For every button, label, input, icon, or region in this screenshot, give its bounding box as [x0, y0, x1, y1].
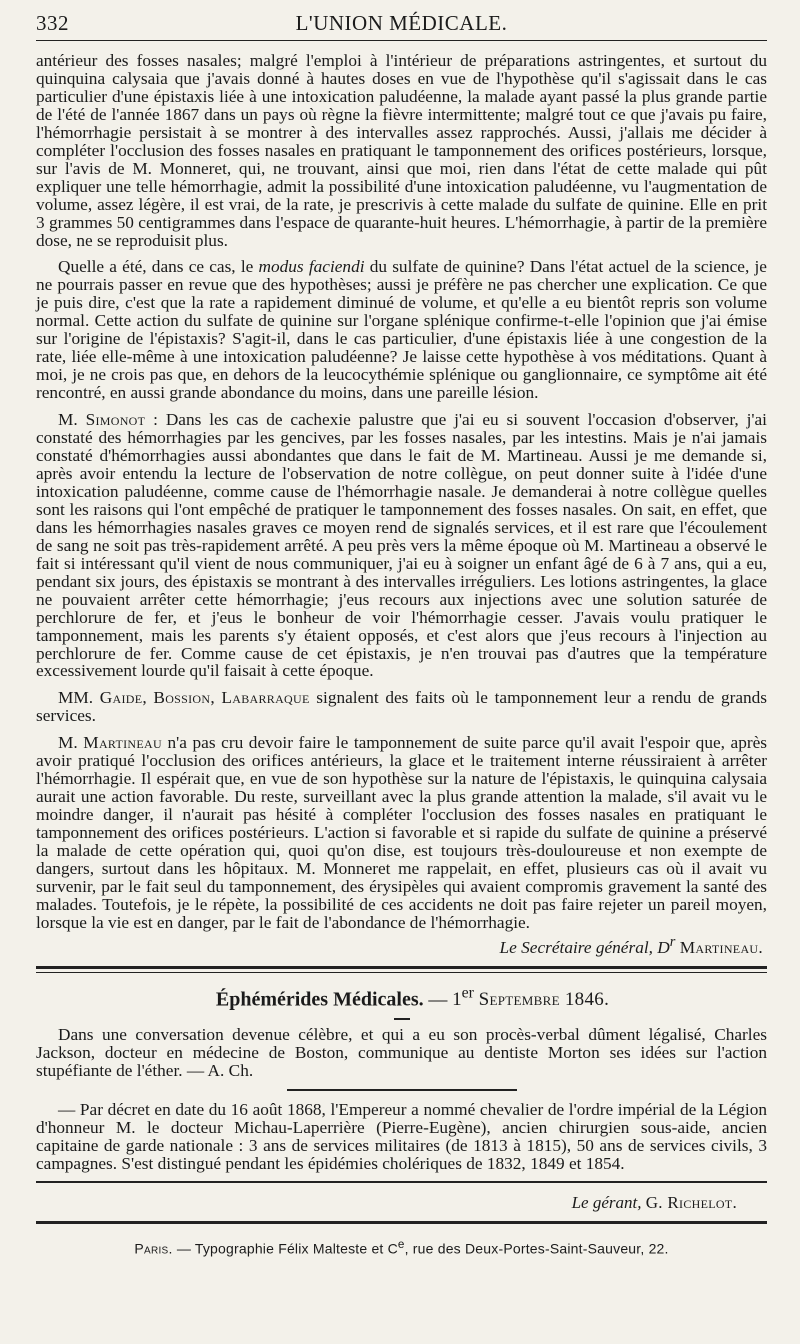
gerant-label: Le gérant,	[571, 1193, 642, 1213]
ephemerides-title: Éphémérides Médicales.	[215, 987, 424, 1010]
page-header	[36, 0, 767, 41]
page-number: 332	[36, 11, 69, 35]
ephemerides-dash: —	[428, 988, 448, 1010]
paragraph-2: Quelle a été, dans ce cas, le modus faciendi du sulfate de quinine? Dans l'état actuel de la science, je ne pourrais passer en revue que des hypothèses; aussi je préfère ne pas chercher une explication. Ce que je puis dire, c'est que la rate a rapidement diminué de volume, et qu'elle a eu bientôt repris son volume normal. Cette action du sulfate de quinine sur l'organe splénique confirme-t-elle l'opinion que j'ai émise sur l'origine de l'épistaxis? S'agit-il, dans le cas particulier, d'une épistaxis liée à une congestion de la rate, liée elle-même à une intoxication paludéenne? Je laisse cette hypothèse à vos méditations. Quant à moi, je ne crois pas que, en dehors de la leucocythémie splénique ou ganglionnaire, ce symptôme ait été rencontré, en aussi grande abondance du moins, dans une pareille lésion.	[36, 257, 767, 403]
imprint-address: , rue des Deux-Portes-Saint-Sauveur, 22.	[404, 1241, 669, 1258]
article-body	[36, 52, 767, 1172]
footer-divider-top	[36, 1181, 767, 1183]
footer-divider-bottom	[36, 1221, 767, 1224]
ephemerides-date: 1er Septembre 1846.	[452, 984, 610, 1010]
ephemerides-heading	[36, 985, 767, 1009]
signature-role: Le Secrétaire général,	[499, 937, 653, 957]
signature-title: $D^r$	[657, 933, 676, 957]
paragraph-gaide-bossion-labarraque: MM. Gaide, Bossion, Labarraque signalent des faits où le tamponnement leur a rendu de grands services.	[36, 688, 768, 726]
imprint-sup: e	[397, 1238, 405, 1252]
signature-name: Martineau.	[679, 937, 763, 957]
decree-paragraph: — Par décret en date du 16 août 1868, l'Empereur a nommé chevalier de l'ordre impérial de la Légion d'honneur M. le docteur Michau-Laperrière (Pierre-Eugène), ancien chirurgien sous-aide, ancien capitaine de garde nationale : 3 ans de services militaires (de 1813 à 1815), 50 ans de services civils, 3 campagnes. S'est distingué pendant les épidémies cholériques de 1832, 1849 et 1854.	[36, 1099, 767, 1173]
running-title: L'UNION MÉDICALE.	[295, 11, 508, 35]
imprint-printer: — Typographie Félix Malteste et C	[176, 1241, 398, 1258]
gerant-name: G. Richelot.	[645, 1193, 737, 1213]
imprint-city: Paris.	[134, 1241, 173, 1258]
paragraph-1: antérieur des fosses nasales; malgré l'emploi à l'intérieur de préparations astringentes, et surtout du quinquina calysaia que j'avais donné à hautes doses en vue de l'hypothèse qu'il s'agissait dans le cas particulier d'une épistaxis liée à une intoxication paludéenne, la malade ayant passé la plus grande partie de l'été de l'année 1867 dans un pays où règne la fièvre intermittente; malgré tout ce que j'avais pu faire, l'hémorrhagie persistait à se montrer à des intervalles assez rapprochés. Aussi, j'allais me décider à compléter l'occlusion des fosses nasales en pratiquant le tamponnement des orifices postérieurs, lorsque, sur l'avis de M. Monneret, qui, ne trouvant, ainsi que moi, rien dans l'état de cette malade qui pût expliquer une telle hémorrhagie, admit la possibilité d'une intoxication paludéenne, vu l'augmentation de volume, assez légère, il est vrai, de la rate, je prescrivis à cette malade du sulfate de quinine. Elle en prit 3 grammes 50 centigrammes dans l'espace de quarante-huit heures. L'hémorrhagie, à partir de la première dose, ne se reproduisit plus.	[36, 51, 767, 250]
paragraph-martineau-reply: M. Martineau n'a pas cru devoir faire le tamponnement de suite parce qu'il avait l'espoir que, après avoir pratiqué l'occlusion des orifices antérieurs, la glace et le traitement interne réussiraient à arrêter l'hémorrhagie. Il espérait que, en vue de son hypothèse sur la nature de l'épistaxis, le quinquina calysaia aurait une action favorable. Du reste, surveillant avec la plus grande attention la malade, s'il avait vu le moindre danger, il n'aurait pas hésité à compléter l'occlusion des fosses nasales en pratiquant le tamponnement des orifices postérieurs. L'action si favorable et si rapide du sulfate de quinine a préservé la malade de cette opération qui, quoi qu'on dise, est toujours très-douloureuse et non exempte de dangers, surtout dans les hôpitaux. M. Monneret me rappelait, en effet, plusieurs cas où il avait vu survenir, par le fait seul du tamponnement, des érysipèles qui avaient compromis gravement la santé des malades. Toutefois, je le répète, la possibilité de ces accidents ne doit pas faire rejeter un pareil moyen, lorsque la vie est en danger, par le fait de l'abondance de l'hémorrhagie.	[36, 733, 767, 932]
paragraph-simonot: M. Simonot : Dans les cas de cachexie palustre que j'ai eu si souvent l'occasion d'observer, j'ai constaté des hémorrhagies par les gencives, par les fosses nasales, par les intestins. Mais je n'ai jamais constaté d'hémorrhagies aussi abondantes que dans le fait de M. Martineau. Aussi je me demande si, après avoir entendu la lecture de l'observation de notre collègue, on peut donner suite à l'idée d'une intoxication paludéenne, comme cause de l'hémorrhagie nasale. Je demanderai à notre collègue quelles sont les raisons qui l'ont empêché de pratiquer le tamponnement des fosses nasales. On sait, en effet, que dans les hémorrhagies nasales graves ce moyen rend de signalés services, et il est rare que l'écoulement de sang ne soit pas très-rapidement arrêté. A peu près vers la même époque où M. Martineau a observé le fait si intéressant qu'il vient de nous communiquer, j'ai eu à soigner un enfant âgé de 6 à 7 ans, qui a eu, pendant six jours, des épistaxis se montrant à des intervalles irréguliers. Les lotions astringentes, la glace ne pouvaient arrêter cette hémorrhagie; j'eus recours aux injections avec une solution saturée de perchlorure de fer, et j'eus le bonheur de voir l'hémorrhagie cesser. J'avais voulu pratiquer le tamponnement, mais les parents s'y étaient opposés, et c'est alors que j'eus recours à l'injection au perchlorure de fer. Comme cause de cet épistaxis, je n'en trouvai pas d'autres que la température excessivement lourde qu'il faisait à cette époque.	[36, 410, 767, 681]
short-divider	[287, 1089, 517, 1091]
ephemerides-text: Dans une conversation devenue célèbre, et qui a eu son procès-verbal dûment légalisé, Charles Jackson, docteur en médecine de Boston, communique au dentiste Morton ses idées sur l'action stupéfiante de l'éther. — A. Ch.	[36, 1024, 767, 1080]
section-divider	[36, 966, 767, 973]
printer-imprint	[36, 1238, 767, 1257]
mini-divider	[394, 1018, 410, 1020]
gerant-signature	[36, 1193, 767, 1213]
secretary-signature	[36, 934, 767, 957]
